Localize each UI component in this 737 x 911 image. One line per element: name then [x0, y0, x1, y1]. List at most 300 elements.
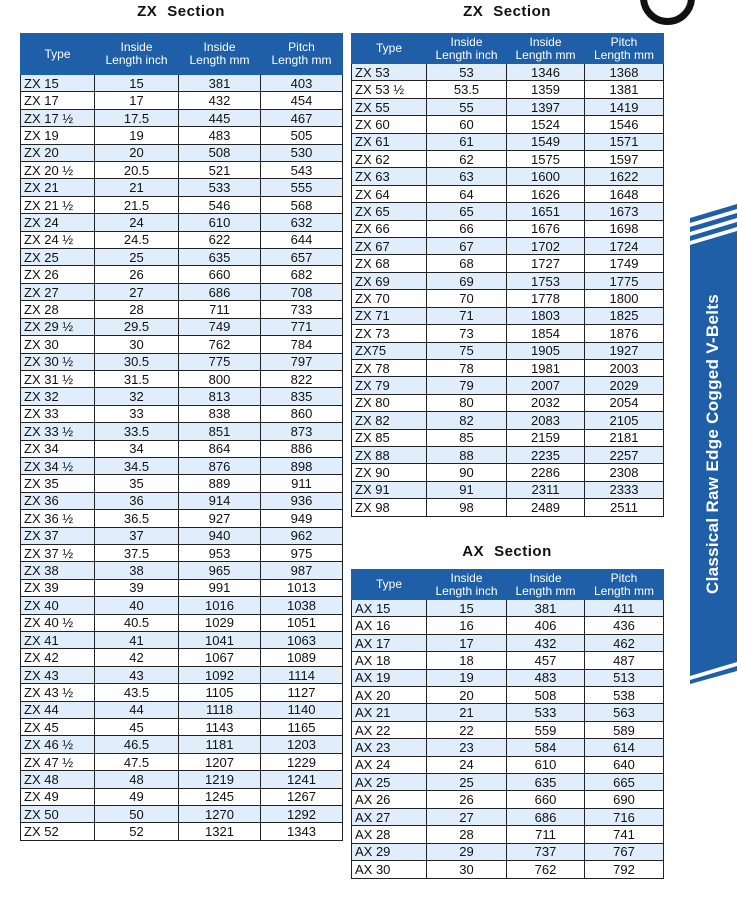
table-row: [352, 687, 664, 704]
type-cell: ZX 45: [21, 719, 95, 736]
type-cell: AX 20: [352, 687, 427, 704]
table-row: [352, 185, 664, 202]
inside-length-mm-cell: 2032: [507, 394, 585, 411]
inside-length-inch-cell: 66: [427, 220, 507, 237]
pitch-length-mm-cell: 1051: [261, 614, 343, 631]
inside-length-inch-cell: 44: [95, 701, 179, 718]
pitch-length-mm-cell: 1775: [585, 272, 664, 289]
type-cell: ZX75: [352, 342, 427, 359]
table-row: [352, 756, 664, 773]
pitch-length-mm-cell: 555: [261, 179, 343, 196]
type-cell: AX 24: [352, 756, 427, 773]
table-row: [21, 614, 343, 631]
side-banner-text: Classical Raw Edge Cogged V-Belts: [703, 294, 722, 594]
table-row: [21, 544, 343, 561]
pitch-length-mm-cell: 1038: [261, 597, 343, 614]
table-row: [21, 527, 343, 544]
inside-length-inch-cell: 25: [427, 774, 507, 791]
table-header-row: [21, 34, 343, 75]
inside-length-mm-cell: 1626: [507, 185, 585, 202]
table-row: [352, 412, 664, 429]
type-cell: ZX 46 ½: [21, 736, 95, 753]
type-cell: ZX 66: [352, 220, 427, 237]
type-cell: ZX 39: [21, 579, 95, 596]
table-row: [21, 127, 343, 144]
inside-length-inch-cell: 61: [427, 133, 507, 150]
pitch-length-mm-cell: 1114: [261, 666, 343, 683]
inside-length-mm-cell: 940: [179, 527, 261, 544]
pitch-length-mm-cell: 1127: [261, 684, 343, 701]
type-cell: ZX 47 ½: [21, 753, 95, 770]
type-cell: ZX 38: [21, 562, 95, 579]
table-row: [352, 394, 664, 411]
pitch-length-mm-cell: 487: [585, 652, 664, 669]
inside-length-inch-cell: 24: [427, 756, 507, 773]
type-cell: ZX 17: [21, 92, 95, 109]
type-cell: ZX 21: [21, 179, 95, 196]
type-cell: ZX 82: [352, 412, 427, 429]
inside-length-mm-cell: 1600: [507, 168, 585, 185]
pitch-length-mm-cell: 1241: [261, 771, 343, 788]
header-inside-length-inch: Inside Length inch: [427, 570, 507, 600]
type-cell: ZX 44: [21, 701, 95, 718]
table-row: [352, 481, 664, 498]
pitch-length-mm-cell: 835: [261, 388, 343, 405]
table-row: [21, 457, 343, 474]
type-cell: ZX 53: [352, 64, 427, 81]
inside-length-inch-cell: 98: [427, 499, 507, 516]
inside-length-mm-cell: 1575: [507, 151, 585, 168]
inside-length-mm-cell: 1067: [179, 649, 261, 666]
type-cell: ZX 21 ½: [21, 196, 95, 213]
pitch-length-mm-cell: 436: [585, 617, 664, 634]
type-cell: AX 21: [352, 704, 427, 721]
pitch-length-mm-cell: 682: [261, 266, 343, 283]
type-cell: ZX 52: [21, 823, 95, 840]
table-row: [21, 179, 343, 196]
table-row: [352, 255, 664, 272]
table-row: [21, 440, 343, 457]
type-cell: ZX 20: [21, 144, 95, 161]
pitch-length-mm-cell: 987: [261, 562, 343, 579]
type-cell: ZX 88: [352, 446, 427, 463]
table-row: [352, 238, 664, 255]
section-word: Section: [167, 3, 225, 20]
inside-length-mm-cell: 1651: [507, 203, 585, 220]
inside-length-mm-cell: 1524: [507, 116, 585, 133]
inside-length-mm-cell: 610: [179, 214, 261, 231]
type-cell: ZX 24 ½: [21, 231, 95, 248]
inside-length-mm-cell: 762: [179, 336, 261, 353]
inside-length-mm-cell: 533: [179, 179, 261, 196]
table-row: [352, 220, 664, 237]
inside-length-inch-cell: 29.5: [95, 318, 179, 335]
pitch-length-mm-cell: 1546: [585, 116, 664, 133]
table-row: [21, 75, 343, 92]
inside-length-inch-cell: 34: [95, 440, 179, 457]
pitch-length-mm-cell: 733: [261, 301, 343, 318]
type-cell: ZX 78: [352, 359, 427, 376]
section-code: ZX: [137, 3, 158, 20]
inside-length-inch-cell: 21: [95, 179, 179, 196]
type-cell: AX 25: [352, 774, 427, 791]
inside-length-mm-cell: 1219: [179, 771, 261, 788]
inside-length-mm-cell: 1105: [179, 684, 261, 701]
inside-length-mm-cell: 1778: [507, 290, 585, 307]
pitch-length-mm-cell: 741: [585, 826, 664, 843]
type-cell: ZX 43: [21, 666, 95, 683]
inside-length-mm-cell: 1397: [507, 98, 585, 115]
table-row: [352, 325, 664, 342]
table-row: [21, 701, 343, 718]
table-row: [352, 617, 664, 634]
inside-length-inch-cell: 28: [427, 826, 507, 843]
inside-length-mm-cell: 889: [179, 475, 261, 492]
inside-length-inch-cell: 37: [95, 527, 179, 544]
table-row: [352, 64, 664, 81]
type-cell: ZX 34: [21, 440, 95, 457]
pitch-length-mm-cell: 1267: [261, 788, 343, 805]
type-cell: ZX 53 ½: [352, 81, 427, 98]
inside-length-mm-cell: 2235: [507, 446, 585, 463]
type-cell: ZX 73: [352, 325, 427, 342]
inside-length-mm-cell: 1676: [507, 220, 585, 237]
pitch-length-mm-cell: 797: [261, 353, 343, 370]
inside-length-inch-cell: 24: [95, 214, 179, 231]
pitch-length-mm-cell: 1876: [585, 325, 664, 342]
pitch-length-mm-cell: 1419: [585, 98, 664, 115]
table-row: [21, 283, 343, 300]
inside-length-inch-cell: 40: [95, 597, 179, 614]
inside-length-mm-cell: 610: [507, 756, 585, 773]
inside-length-mm-cell: 2083: [507, 412, 585, 429]
inside-length-mm-cell: 2286: [507, 464, 585, 481]
table-row: [21, 510, 343, 527]
table-row: [352, 272, 664, 289]
pitch-length-mm-cell: 2105: [585, 412, 664, 429]
table-row: [21, 492, 343, 509]
inside-length-inch-cell: 70: [427, 290, 507, 307]
inside-length-inch-cell: 36.5: [95, 510, 179, 527]
inside-length-inch-cell: 28: [95, 301, 179, 318]
inside-length-mm-cell: 864: [179, 440, 261, 457]
pitch-length-mm-cell: 403: [261, 75, 343, 92]
inside-length-inch-cell: 29: [427, 843, 507, 860]
type-cell: ZX 71: [352, 307, 427, 324]
table-row: [21, 684, 343, 701]
type-cell: ZX 32: [21, 388, 95, 405]
pitch-length-mm-cell: 513: [585, 669, 664, 686]
zx-section-table-right: [351, 33, 664, 517]
inside-length-mm-cell: 1092: [179, 666, 261, 683]
type-cell: ZX 62: [352, 151, 427, 168]
type-cell: AX 26: [352, 791, 427, 808]
pitch-length-mm-cell: 1013: [261, 579, 343, 596]
inside-length-mm-cell: 635: [507, 774, 585, 791]
pitch-length-mm-cell: 2029: [585, 377, 664, 394]
pitch-length-mm-cell: 1343: [261, 823, 343, 840]
pitch-length-mm-cell: 467: [261, 109, 343, 126]
inside-length-inch-cell: 82: [427, 412, 507, 429]
table-row: [21, 632, 343, 649]
type-cell: ZX 20 ½: [21, 162, 95, 179]
inside-length-inch-cell: 35: [95, 475, 179, 492]
table-row: [21, 109, 343, 126]
inside-length-mm-cell: 1549: [507, 133, 585, 150]
type-cell: ZX 50: [21, 806, 95, 823]
table-row: [352, 377, 664, 394]
section-word: Section: [494, 543, 552, 560]
pitch-length-mm-cell: 911: [261, 475, 343, 492]
table-row: [21, 336, 343, 353]
inside-length-mm-cell: 1118: [179, 701, 261, 718]
inside-length-inch-cell: 71: [427, 307, 507, 324]
table-row: [352, 116, 664, 133]
pitch-length-mm-cell: 563: [585, 704, 664, 721]
inside-length-inch-cell: 42: [95, 649, 179, 666]
inside-length-mm-cell: 406: [507, 617, 585, 634]
inside-length-inch-cell: 23: [427, 739, 507, 756]
header-inside-length-mm: Inside Length mm: [179, 34, 261, 75]
type-cell: ZX 19: [21, 127, 95, 144]
inside-length-mm-cell: 775: [179, 353, 261, 370]
inside-length-mm-cell: 381: [507, 600, 585, 617]
inside-length-inch-cell: 80: [427, 394, 507, 411]
pitch-length-mm-cell: 873: [261, 423, 343, 440]
inside-length-inch-cell: 49: [95, 788, 179, 805]
inside-length-inch-cell: 62: [427, 151, 507, 168]
inside-length-inch-cell: 67: [427, 238, 507, 255]
inside-length-mm-cell: 1041: [179, 632, 261, 649]
table-row: [352, 600, 664, 617]
pitch-length-mm-cell: 657: [261, 249, 343, 266]
section-word: Section: [493, 3, 551, 20]
pitch-length-mm-cell: 462: [585, 634, 664, 651]
pitch-length-mm-cell: 1927: [585, 342, 664, 359]
type-cell: AX 19: [352, 669, 427, 686]
inside-length-mm-cell: 1702: [507, 238, 585, 255]
type-cell: AX 16: [352, 617, 427, 634]
table-row: [21, 196, 343, 213]
inside-length-inch-cell: 32: [95, 388, 179, 405]
table-row: [352, 499, 664, 516]
table-row: [352, 203, 664, 220]
pitch-length-mm-cell: 505: [261, 127, 343, 144]
table-row: [352, 843, 664, 860]
pitch-length-mm-cell: 949: [261, 510, 343, 527]
inside-length-inch-cell: 22: [427, 721, 507, 738]
type-cell: ZX 48: [21, 771, 95, 788]
type-cell: ZX 40 ½: [21, 614, 95, 631]
type-cell: ZX 64: [352, 185, 427, 202]
table-row: [352, 826, 664, 843]
header-pitch-length-mm: Pitch Length mm: [585, 570, 664, 600]
pitch-length-mm-cell: 784: [261, 336, 343, 353]
header-pitch-length-mm: Pitch Length mm: [585, 34, 664, 64]
table-row: [21, 736, 343, 753]
inside-length-inch-cell: 53.5: [427, 81, 507, 98]
inside-length-mm-cell: 457: [507, 652, 585, 669]
type-cell: ZX 36 ½: [21, 510, 95, 527]
type-cell: AX 17: [352, 634, 427, 651]
type-cell: AX 22: [352, 721, 427, 738]
type-cell: ZX 41: [21, 632, 95, 649]
header-type: Type: [352, 34, 427, 64]
pitch-length-mm-cell: 1597: [585, 151, 664, 168]
inside-length-mm-cell: 1727: [507, 255, 585, 272]
inside-length-inch-cell: 40.5: [95, 614, 179, 631]
table-row: [21, 649, 343, 666]
zx-section-table-left: [20, 33, 343, 841]
table-row: [21, 92, 343, 109]
pitch-length-mm-cell: 2308: [585, 464, 664, 481]
inside-length-inch-cell: 65: [427, 203, 507, 220]
type-cell: AX 15: [352, 600, 427, 617]
pitch-length-mm-cell: 690: [585, 791, 664, 808]
inside-length-mm-cell: 1016: [179, 597, 261, 614]
header-inside-length-inch: Inside Length inch: [427, 34, 507, 64]
inside-length-mm-cell: 838: [179, 405, 261, 422]
table-row: [21, 301, 343, 318]
table-row: [352, 774, 664, 791]
pitch-length-mm-cell: 2181: [585, 429, 664, 446]
inside-length-mm-cell: 521: [179, 162, 261, 179]
type-cell: ZX 85: [352, 429, 427, 446]
table-row: [21, 666, 343, 683]
type-cell: ZX 60: [352, 116, 427, 133]
table-row: [352, 669, 664, 686]
pitch-length-mm-cell: 1140: [261, 701, 343, 718]
pitch-length-mm-cell: 962: [261, 527, 343, 544]
inside-length-inch-cell: 26: [427, 791, 507, 808]
inside-length-inch-cell: 20.5: [95, 162, 179, 179]
pitch-length-mm-cell: 614: [585, 739, 664, 756]
pitch-length-mm-cell: 767: [585, 843, 664, 860]
inside-length-mm-cell: 483: [507, 669, 585, 686]
pitch-length-mm-cell: 2003: [585, 359, 664, 376]
inside-length-mm-cell: 876: [179, 457, 261, 474]
inside-length-mm-cell: 749: [179, 318, 261, 335]
type-cell: ZX 67: [352, 238, 427, 255]
inside-length-mm-cell: 965: [179, 562, 261, 579]
section-title-zx-right: [351, 3, 663, 20]
type-cell: AX 27: [352, 808, 427, 825]
type-cell: AX 23: [352, 739, 427, 756]
inside-length-mm-cell: 381: [179, 75, 261, 92]
table-row: [352, 81, 664, 98]
type-cell: ZX 90: [352, 464, 427, 481]
type-cell: ZX 98: [352, 499, 427, 516]
type-cell: ZX 33: [21, 405, 95, 422]
table-row: [21, 318, 343, 335]
inside-length-inch-cell: 17.5: [95, 109, 179, 126]
type-cell: ZX 63: [352, 168, 427, 185]
pitch-length-mm-cell: 975: [261, 544, 343, 561]
section-title-ax: [351, 543, 663, 560]
pitch-length-mm-cell: 411: [585, 600, 664, 617]
table-row: [352, 307, 664, 324]
type-cell: ZX 37 ½: [21, 544, 95, 561]
table-row: [21, 144, 343, 161]
section-code: AX: [462, 543, 485, 560]
inside-length-inch-cell: 27: [427, 808, 507, 825]
type-cell: AX 28: [352, 826, 427, 843]
inside-length-inch-cell: 52: [95, 823, 179, 840]
inside-length-inch-cell: 19: [427, 669, 507, 686]
inside-length-mm-cell: 1854: [507, 325, 585, 342]
inside-length-mm-cell: 622: [179, 231, 261, 248]
pitch-length-mm-cell: 632: [261, 214, 343, 231]
pitch-length-mm-cell: 538: [585, 687, 664, 704]
inside-length-inch-cell: 18: [427, 652, 507, 669]
inside-length-inch-cell: 73: [427, 325, 507, 342]
inside-length-inch-cell: 50: [95, 806, 179, 823]
table-row: [352, 721, 664, 738]
inside-length-mm-cell: 584: [507, 739, 585, 756]
table-row: [21, 370, 343, 387]
inside-length-mm-cell: 927: [179, 510, 261, 527]
inside-length-inch-cell: 88: [427, 446, 507, 463]
table-row: [21, 597, 343, 614]
pitch-length-mm-cell: 1165: [261, 719, 343, 736]
pitch-length-mm-cell: 2333: [585, 481, 664, 498]
inside-length-inch-cell: 21.5: [95, 196, 179, 213]
type-cell: AX 30: [352, 861, 427, 878]
inside-length-mm-cell: 686: [179, 283, 261, 300]
type-cell: AX 29: [352, 843, 427, 860]
inside-length-mm-cell: 1321: [179, 823, 261, 840]
type-cell: ZX 15: [21, 75, 95, 92]
inside-length-inch-cell: 68: [427, 255, 507, 272]
inside-length-inch-cell: 64: [427, 185, 507, 202]
table-row: [21, 788, 343, 805]
inside-length-inch-cell: 36: [95, 492, 179, 509]
pitch-length-mm-cell: 1800: [585, 290, 664, 307]
pitch-length-mm-cell: 1698: [585, 220, 664, 237]
inside-length-inch-cell: 17: [95, 92, 179, 109]
inside-length-inch-cell: 17: [427, 634, 507, 651]
inside-length-mm-cell: 914: [179, 492, 261, 509]
inside-length-inch-cell: 79: [427, 377, 507, 394]
table-row: [352, 446, 664, 463]
pitch-length-mm-cell: 1381: [585, 81, 664, 98]
type-cell: ZX 31 ½: [21, 370, 95, 387]
section-title-zx-left: [20, 3, 342, 20]
table-row: [21, 231, 343, 248]
inside-length-mm-cell: 851: [179, 423, 261, 440]
inside-length-inch-cell: 15: [427, 600, 507, 617]
inside-length-inch-cell: 75: [427, 342, 507, 359]
table-header-row: [352, 34, 664, 64]
inside-length-mm-cell: 660: [179, 266, 261, 283]
table-row: [21, 162, 343, 179]
inside-length-mm-cell: 559: [507, 721, 585, 738]
table-row: [352, 151, 664, 168]
inside-length-inch-cell: 30.5: [95, 353, 179, 370]
pitch-length-mm-cell: 1229: [261, 753, 343, 770]
inside-length-inch-cell: 34.5: [95, 457, 179, 474]
type-cell: ZX 91: [352, 481, 427, 498]
inside-length-mm-cell: 813: [179, 388, 261, 405]
type-cell: ZX 33 ½: [21, 423, 95, 440]
type-cell: ZX 55: [352, 98, 427, 115]
type-cell: ZX 26: [21, 266, 95, 283]
inside-length-mm-cell: 1181: [179, 736, 261, 753]
table-row: [21, 579, 343, 596]
table-row: [352, 359, 664, 376]
header-inside-length-mm: Inside Length mm: [507, 34, 585, 64]
table-header-row: [352, 570, 664, 600]
